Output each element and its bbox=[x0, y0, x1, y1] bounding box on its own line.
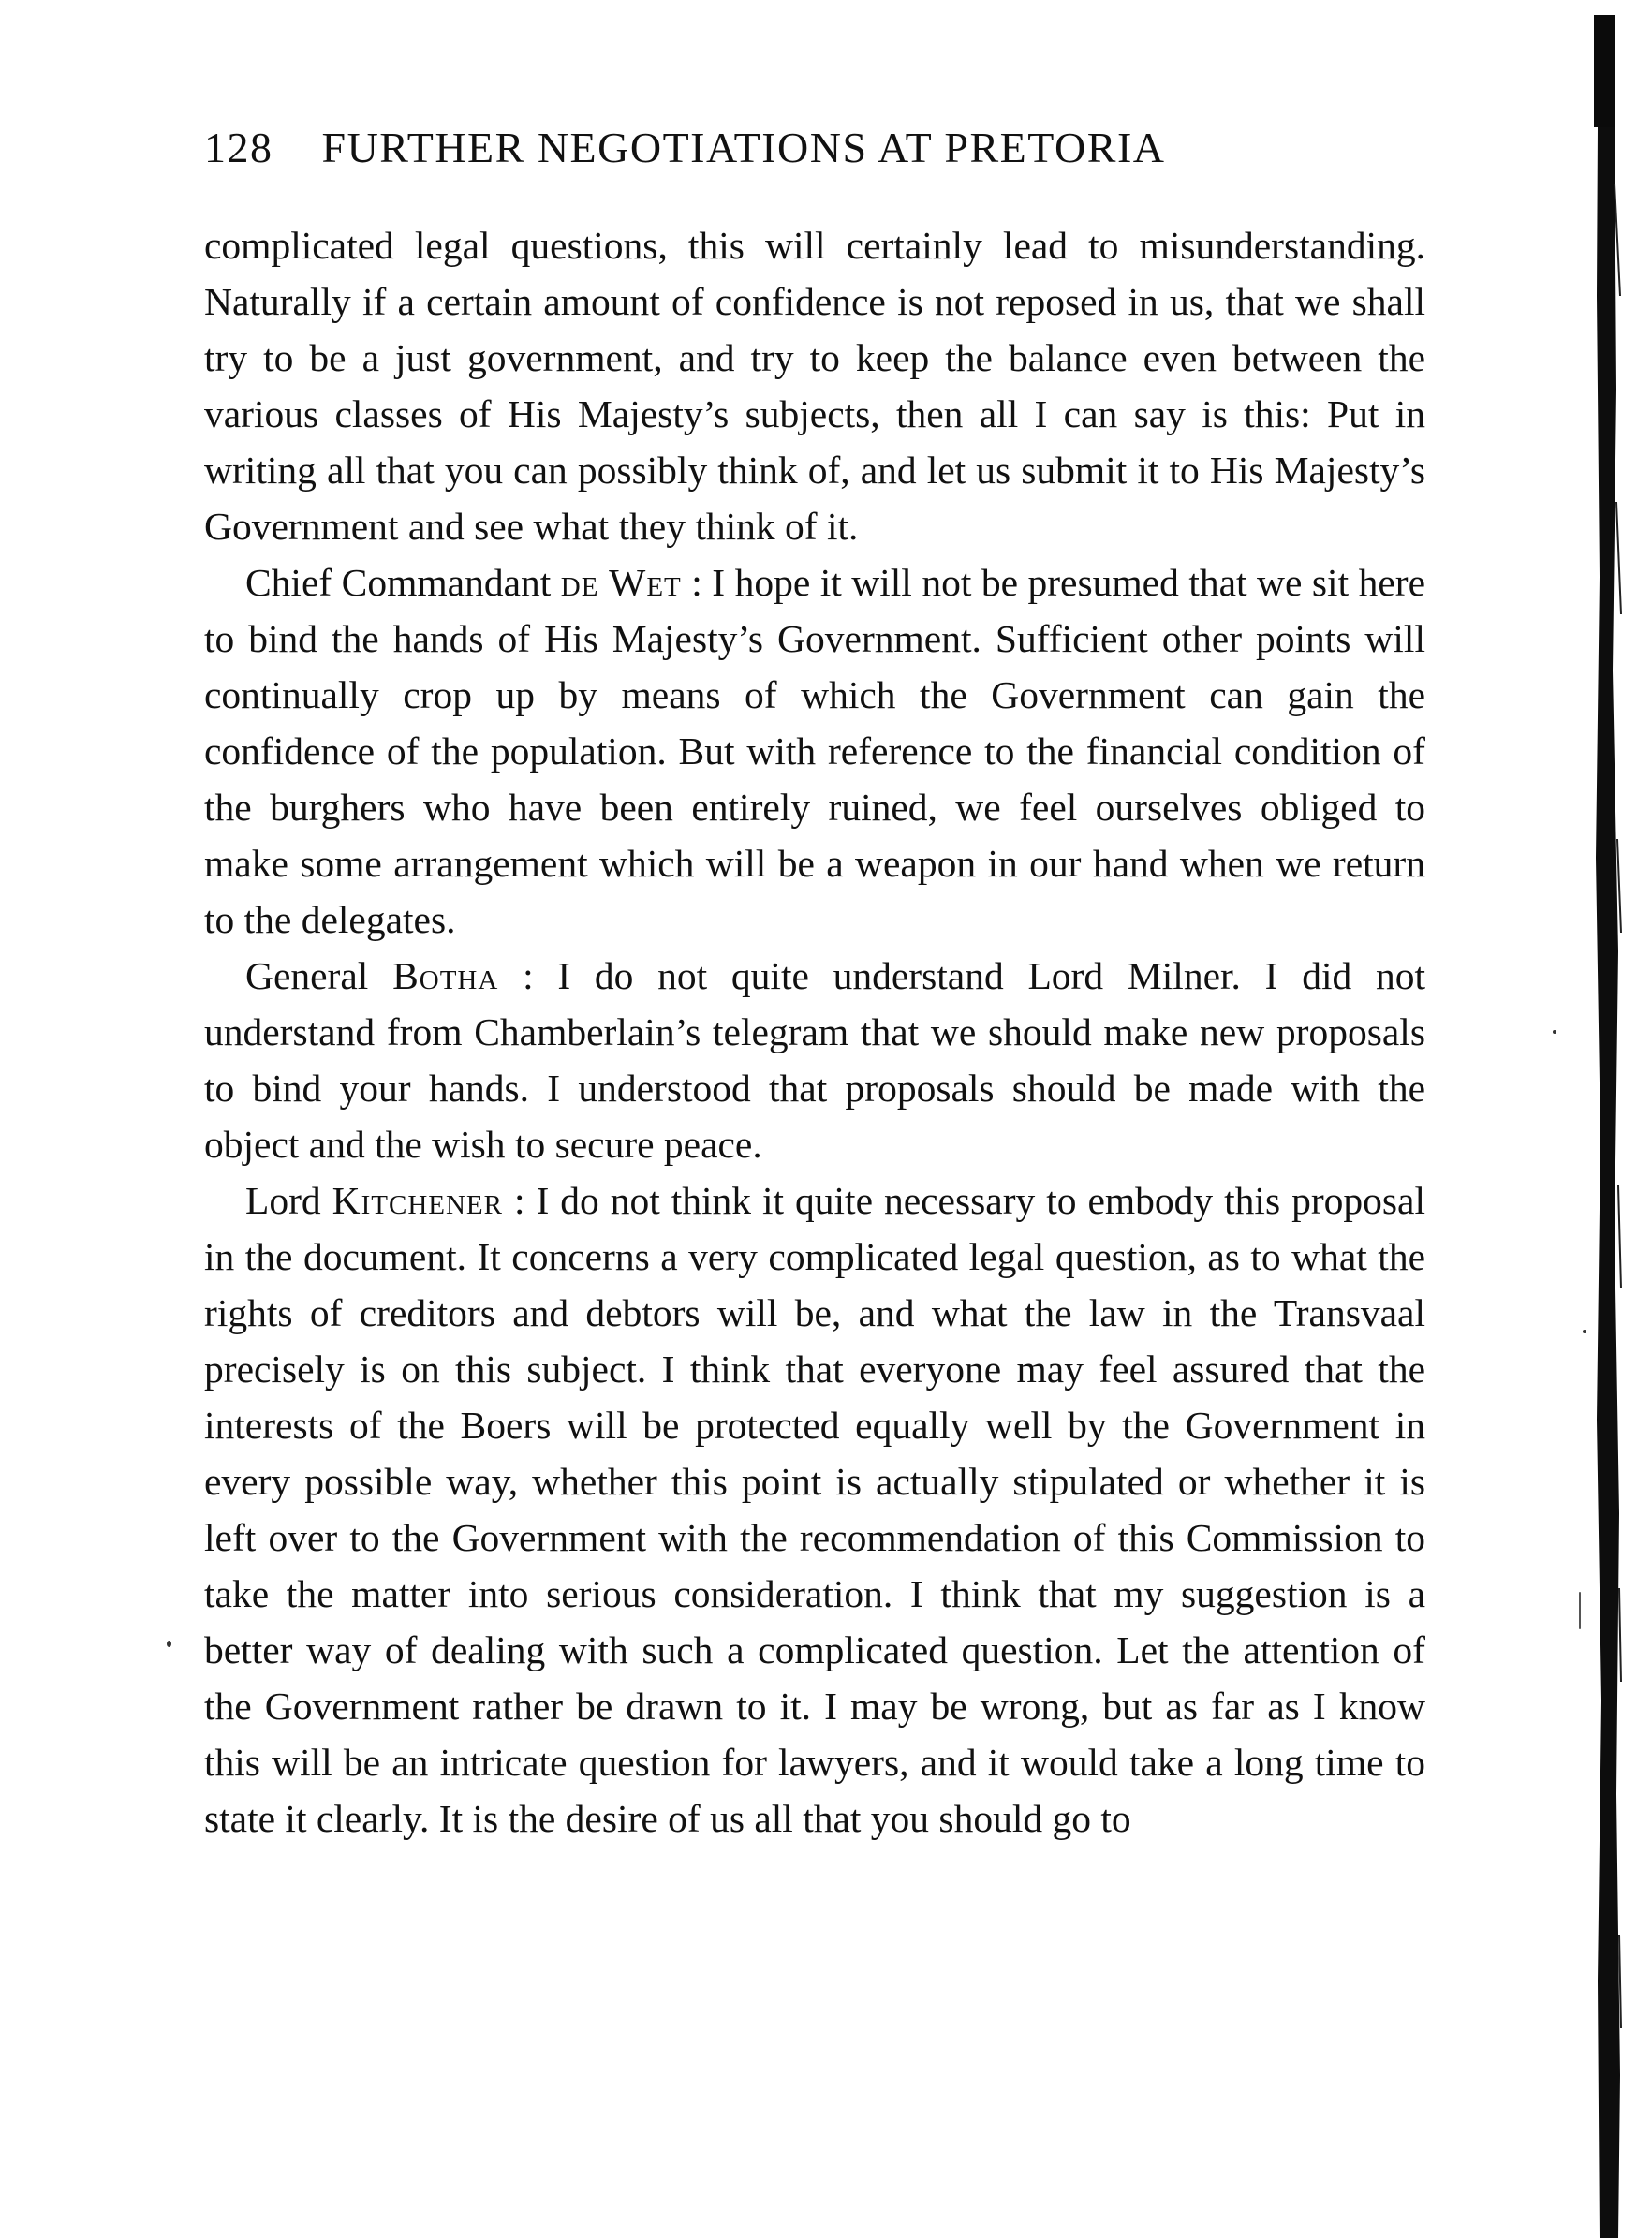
body-text bbox=[204, 217, 1425, 1847]
scan-speck bbox=[1579, 1592, 1581, 1629]
speaker-name: Botha bbox=[392, 954, 499, 997]
speech-text: I hope it will not be presumed that we sit here to bind the hands of His Majesty’s Government. Sufficient other points will continually crop up by means of which the Government can gain the confidence of the population. But with reference to the financial condition of the burghers who have been entirely ruined, we feel ourselves obliged to make some arrangement which will be a weapon in our hand when we return to the delegates. bbox=[204, 561, 1426, 941]
scanned-binding-edge bbox=[1594, 15, 1622, 2238]
scan-speck bbox=[167, 1641, 171, 1647]
speech-kitchener bbox=[204, 1172, 1425, 1847]
speech-de-wet bbox=[204, 554, 1425, 948]
speech-text: I do not think it quite necessary to embody this proposal in the document. It concerns a very complicated legal question, as to what the rights of creditors and debtors will be, and what the law in the Transvaal precisely is on this subject. I think that everyone may feel assured that the interests of the Boers will be protected equally well by the Government in every possible way, whether this point is actually stipulated or whether it is left over to the Government with the recommendation of this Commission to take the matter into serious consideration. I think that my suggestion is a better way of dealing with such a complicated question. Let the attention of the Government rather be drawn to it. I may be wrong, but as far as I know this will be an intricate question for lawyers, and it would take a long time to state it clearly. It is the desire of us all that you should go to bbox=[204, 1179, 1425, 1840]
speaker-name: Kitchener bbox=[332, 1179, 503, 1222]
speaker-name: de Wet bbox=[560, 561, 682, 604]
speaker-separator: : bbox=[502, 1179, 537, 1222]
continuation-paragraph: complicated legal questions, this will certainly lead to misunderstanding. Naturally if a certain amount of confidence is not reposed in us, that we shall try to be a just government, and try to keep the balance even between the various classes of His Majesty’s subjects, then all I can say is this: Put in writing all that you can possibly think of, and let us submit it to His Majesty’s Government and see what they think of it. bbox=[204, 224, 1425, 548]
running-title: FURTHER NEGOTIATIONS AT PRETORIA bbox=[321, 124, 1166, 171]
scan-speck bbox=[1583, 1330, 1586, 1333]
scan-speck bbox=[1553, 1030, 1556, 1034]
speaker-title: General bbox=[245, 954, 369, 997]
page-number: 128 bbox=[204, 124, 273, 171]
speaker-title: Chief Commandant bbox=[245, 561, 552, 604]
running-header bbox=[204, 120, 1347, 176]
speech-botha bbox=[204, 948, 1425, 1172]
speaker-title: Lord bbox=[245, 1179, 321, 1222]
speech-text: I do not quite understand Lord Milner. I did not understand from Chamberlain’s telegram that we should make new proposals to bind your hands. I understood that proposals should be made with the object and the wish to secure peace. bbox=[204, 954, 1426, 1166]
speaker-separator: : bbox=[498, 954, 558, 997]
binding-shadow-graphic bbox=[1594, 15, 1622, 2238]
speaker-separator: : bbox=[681, 561, 713, 604]
